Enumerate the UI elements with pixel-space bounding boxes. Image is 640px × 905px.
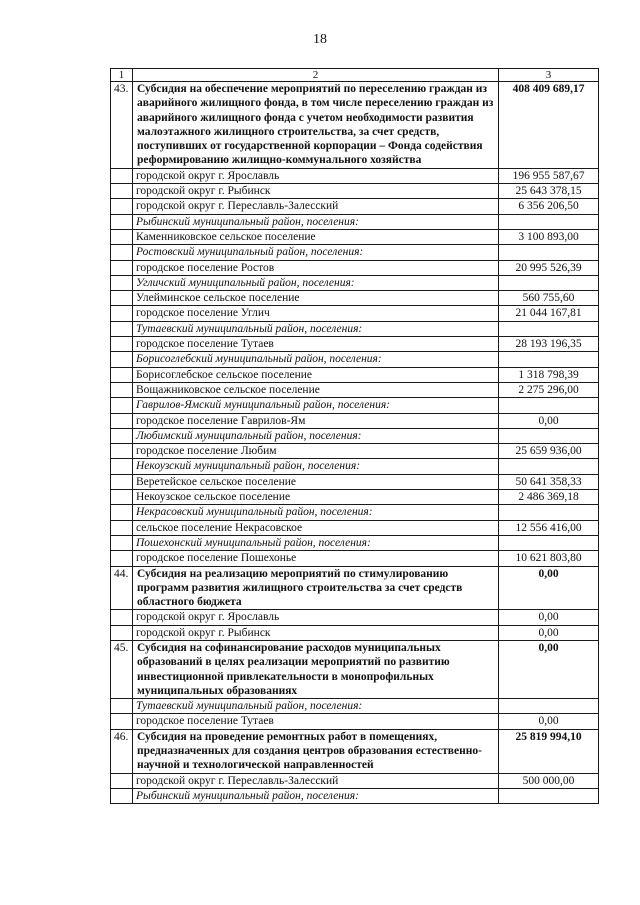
table-row — [111, 229, 599, 244]
subsidy-row — [111, 729, 599, 773]
row-number — [111, 199, 133, 214]
row-number: 44. — [111, 566, 133, 610]
amount-cell — [499, 788, 599, 803]
table-row — [111, 337, 599, 352]
row-number — [111, 535, 133, 550]
row-number — [111, 337, 133, 352]
amount-cell — [499, 428, 599, 443]
district-name: Рыбинский муниципальный район, поселения: — [133, 214, 499, 229]
district-name: Некрасовский муниципальный район, поселения: — [133, 505, 499, 520]
row-number — [111, 382, 133, 397]
column-header-amount: 3 — [499, 69, 599, 82]
subsidy-row — [111, 82, 599, 169]
amount-cell — [499, 321, 599, 336]
row-number — [111, 184, 133, 199]
district-header-row — [111, 459, 599, 474]
district-name: Некоузский муниципальный район, поселения: — [133, 459, 499, 474]
district-name: Тутаевский муниципальный район, поселения: — [133, 699, 499, 714]
row-number — [111, 229, 133, 244]
row-number — [111, 444, 133, 459]
subsidy-title: Субсидия на проведение ремонтных работ в помещениях, предназначенных для создания центров образования естественно-научной и технологической направленностей — [133, 729, 499, 773]
district-header-row — [111, 214, 599, 229]
amount-cell: 1 318 798,39 — [499, 367, 599, 382]
district-header-row — [111, 245, 599, 260]
recipient-name: городской округ г. Ярославль — [133, 168, 499, 183]
amount-cell: 196 955 587,67 — [499, 168, 599, 183]
amount-cell: 20 995 526,39 — [499, 260, 599, 275]
subsidy-title: Субсидия на обеспечение мероприятий по переселению граждан из аварийного жилищного фонда, в том числе переселению граждан из аварийного жилищного фонда с учетом необходимости развития малоэтажного жилищного строительства, за счет средств, поступивших от государственной корпорации – Фонда содействия реформированию жилищно-коммунального хозяйства — [133, 82, 499, 169]
subsidy-distribution-table — [110, 68, 599, 804]
row-number — [111, 490, 133, 505]
amount-cell: 21 044 167,81 — [499, 306, 599, 321]
amount-cell: 408 409 689,17 — [499, 82, 599, 169]
amount-cell: 2 275 296,00 — [499, 382, 599, 397]
recipient-name: городское поселение Любим — [133, 444, 499, 459]
amount-cell: 6 356 206,50 — [499, 199, 599, 214]
district-header-row — [111, 428, 599, 443]
amount-cell: 25 819 994,10 — [499, 729, 599, 773]
amount-cell: 2 486 369,18 — [499, 490, 599, 505]
table-row — [111, 520, 599, 535]
recipient-name: сельское поселение Некрасовское — [133, 520, 499, 535]
amount-cell — [499, 535, 599, 550]
district-name: Угличский муниципальный район, поселения: — [133, 275, 499, 290]
recipient-name: городской округ г. Рыбинск — [133, 625, 499, 640]
amount-cell: 560 755,60 — [499, 291, 599, 306]
table-row — [111, 474, 599, 489]
row-number — [111, 788, 133, 803]
recipient-name: городское поселение Ростов — [133, 260, 499, 275]
row-number — [111, 260, 133, 275]
row-number — [111, 214, 133, 229]
column-header-name: 2 — [133, 69, 499, 82]
row-number — [111, 505, 133, 520]
amount-cell — [499, 275, 599, 290]
table-header-row — [111, 69, 599, 82]
row-number — [111, 474, 133, 489]
recipient-name: городской округ г. Рыбинск — [133, 184, 499, 199]
row-number — [111, 773, 133, 788]
row-number — [111, 321, 133, 336]
recipient-name: городское поселение Тутаев — [133, 714, 499, 729]
amount-cell: 25 659 936,00 — [499, 444, 599, 459]
row-number — [111, 168, 133, 183]
row-number — [111, 306, 133, 321]
amount-cell: 50 641 358,33 — [499, 474, 599, 489]
subsidy-title: Субсидия на реализацию мероприятий по стимулированию программ развития жилищного строительства за счет средств областного бюджета — [133, 566, 499, 610]
recipient-name: городской округ г. Ярославль — [133, 610, 499, 625]
amount-cell: 25 643 378,15 — [499, 184, 599, 199]
row-number — [111, 459, 133, 474]
row-number — [111, 699, 133, 714]
amount-cell — [499, 352, 599, 367]
table-row — [111, 382, 599, 397]
table-body — [111, 69, 599, 804]
table-row — [111, 413, 599, 428]
table-row — [111, 551, 599, 566]
table-row — [111, 291, 599, 306]
table-row — [111, 260, 599, 275]
district-header-row — [111, 321, 599, 336]
table-row — [111, 610, 599, 625]
amount-cell — [499, 398, 599, 413]
district-header-row — [111, 535, 599, 550]
subsidy-title: Субсидия на софинансирование расходов муниципальных образований в целях реализации мероприятий по развитию инвестиционной привлекательности в монопрофильных муниципальных образованиях — [133, 640, 499, 698]
row-number — [111, 245, 133, 260]
amount-cell: 3 100 893,00 — [499, 229, 599, 244]
recipient-name: Улейминское сельское поселение — [133, 291, 499, 306]
district-header-row — [111, 275, 599, 290]
column-header-number: 1 — [111, 69, 133, 82]
subsidy-row — [111, 566, 599, 610]
amount-cell: 10 621 803,80 — [499, 551, 599, 566]
amount-cell: 500 000,00 — [499, 773, 599, 788]
recipient-name: городское поселение Тутаев — [133, 337, 499, 352]
row-number — [111, 352, 133, 367]
amount-cell — [499, 459, 599, 474]
recipient-name: Некоузское сельское поселение — [133, 490, 499, 505]
district-name: Пошехонский муниципальный район, поселения: — [133, 535, 499, 550]
district-name: Любимский муниципальный район, поселения: — [133, 428, 499, 443]
recipient-name: городской округ г. Переславль-Залесский — [133, 773, 499, 788]
amount-cell — [499, 699, 599, 714]
amount-cell: 0,00 — [499, 566, 599, 610]
table-row — [111, 184, 599, 199]
table-row — [111, 367, 599, 382]
page-number: 18 — [313, 32, 327, 47]
district-name: Тутаевский муниципальный район, поселения: — [133, 321, 499, 336]
amount-cell — [499, 505, 599, 520]
table-row — [111, 168, 599, 183]
table-row — [111, 444, 599, 459]
table-row — [111, 714, 599, 729]
row-number — [111, 610, 133, 625]
row-number — [111, 398, 133, 413]
recipient-name: городское поселение Гаврилов-Ям — [133, 413, 499, 428]
recipient-name: Вощажниковское сельское поселение — [133, 382, 499, 397]
district-header-row — [111, 352, 599, 367]
row-number — [111, 428, 133, 443]
district-header-row — [111, 505, 599, 520]
table-row — [111, 625, 599, 640]
row-number — [111, 714, 133, 729]
row-number — [111, 275, 133, 290]
table-row — [111, 773, 599, 788]
table-row — [111, 490, 599, 505]
district-name: Борисоглебский муниципальный район, поселения: — [133, 352, 499, 367]
amount-cell: 28 193 196,35 — [499, 337, 599, 352]
table-row — [111, 199, 599, 214]
row-number — [111, 625, 133, 640]
recipient-name: городское поселение Пошехонье — [133, 551, 499, 566]
district-name: Ростовский муниципальный район, поселения: — [133, 245, 499, 260]
amount-cell: 0,00 — [499, 610, 599, 625]
district-header-row — [111, 699, 599, 714]
row-number — [111, 291, 133, 306]
amount-cell: 0,00 — [499, 625, 599, 640]
amount-cell — [499, 245, 599, 260]
district-header-row — [111, 788, 599, 803]
row-number: 46. — [111, 729, 133, 773]
recipient-name: Каменниковское сельское поселение — [133, 229, 499, 244]
recipient-name: городское поселение Углич — [133, 306, 499, 321]
row-number — [111, 551, 133, 566]
recipient-name: Борисоглебское сельское поселение — [133, 367, 499, 382]
subsidy-row — [111, 640, 599, 698]
amount-cell: 0,00 — [499, 714, 599, 729]
recipient-name: городской округ г. Переславль-Залесский — [133, 199, 499, 214]
table-row — [111, 306, 599, 321]
amount-cell: 0,00 — [499, 640, 599, 698]
row-number: 45. — [111, 640, 133, 698]
district-header-row — [111, 398, 599, 413]
district-name: Гаврилов-Ямский муниципальный район, поселения: — [133, 398, 499, 413]
amount-cell: 12 556 416,00 — [499, 520, 599, 535]
amount-cell: 0,00 — [499, 413, 599, 428]
district-name: Рыбинский муниципальный район, поселения: — [133, 788, 499, 803]
row-number — [111, 413, 133, 428]
row-number: 43. — [111, 82, 133, 169]
row-number — [111, 367, 133, 382]
amount-cell — [499, 214, 599, 229]
row-number — [111, 520, 133, 535]
recipient-name: Веретейское сельское поселение — [133, 474, 499, 489]
